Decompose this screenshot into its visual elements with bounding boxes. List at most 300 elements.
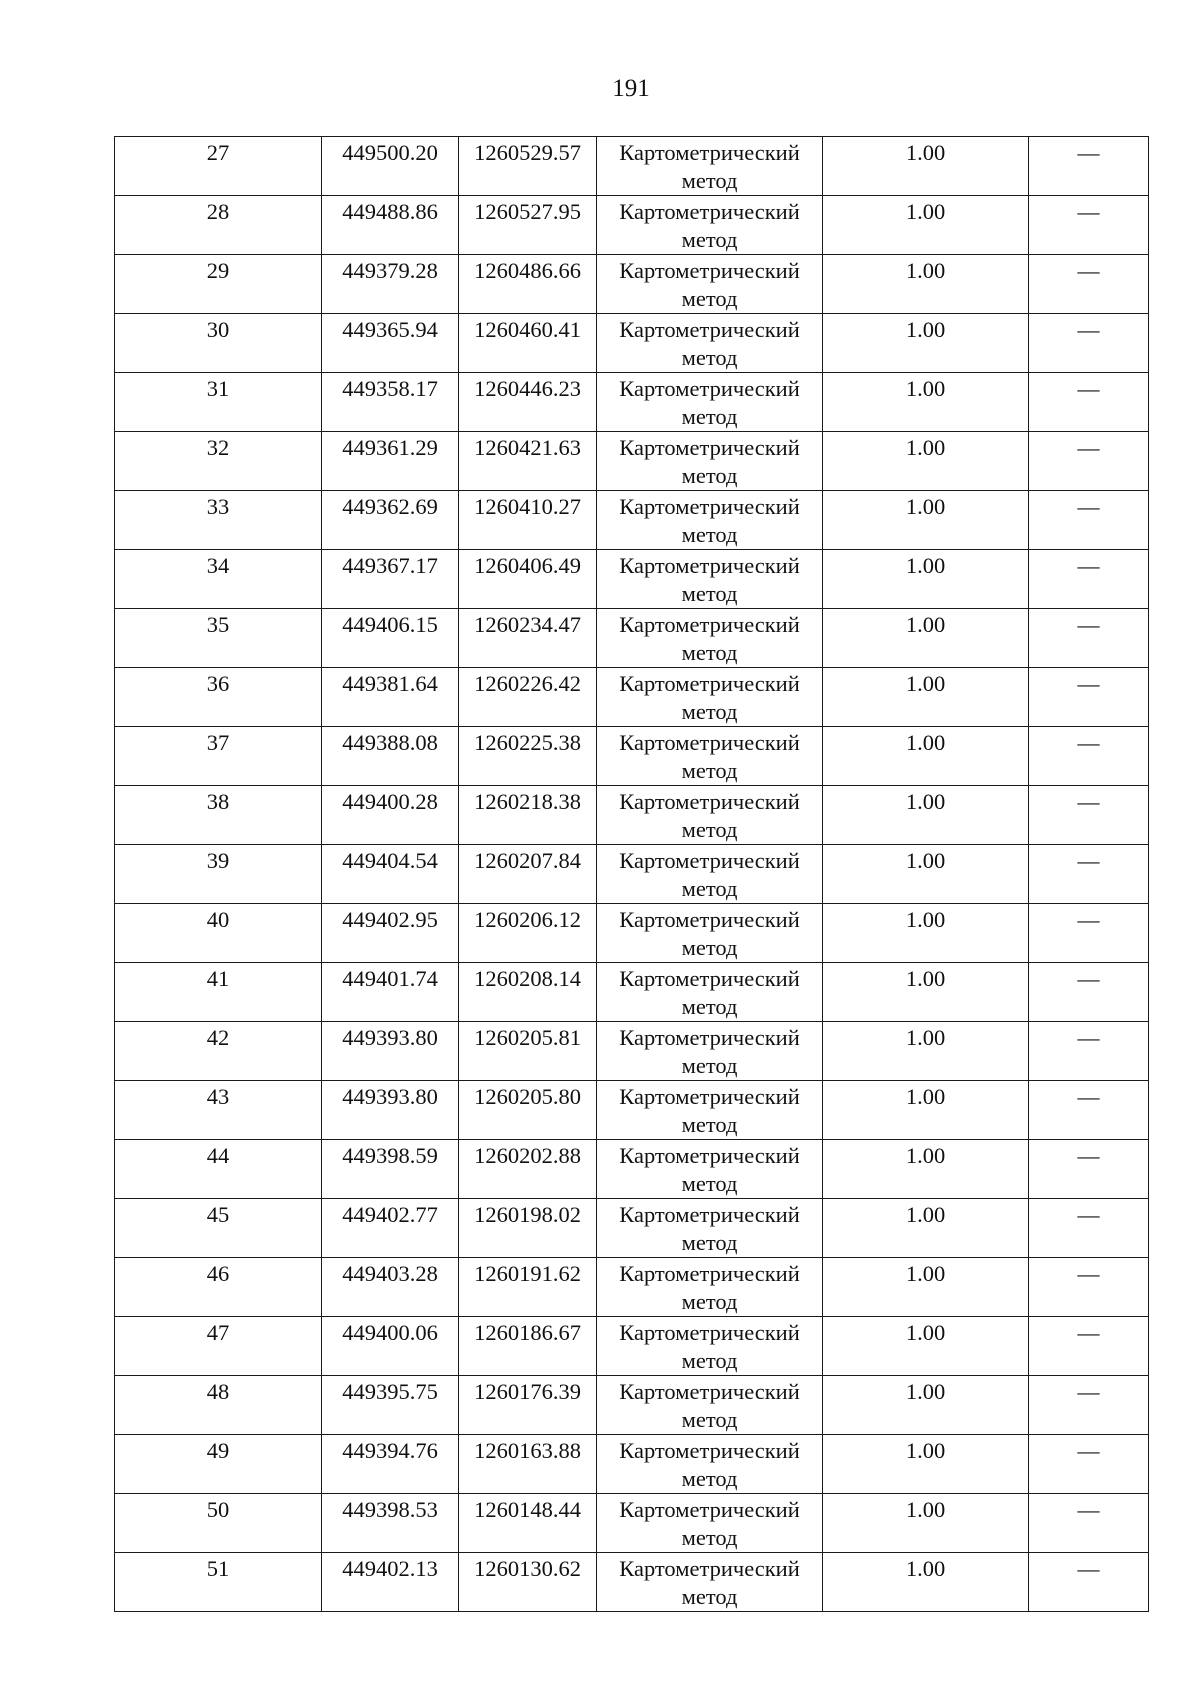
point-number-cell	[115, 1553, 322, 1612]
note-cell	[1029, 786, 1149, 845]
point-number-text: 27	[206, 140, 230, 165]
x-coordinate-cell	[322, 904, 459, 963]
y-coordinate-cell	[459, 1140, 597, 1199]
note-cell	[1029, 550, 1149, 609]
method-cell	[597, 668, 823, 727]
point-number-text: 48	[206, 1379, 230, 1404]
y-coordinate-cell	[459, 1553, 597, 1612]
y-coordinate-text: 1260446.23	[474, 376, 581, 401]
point-number-cell	[115, 727, 322, 786]
method-line-1: Картометрический	[619, 199, 800, 224]
y-coordinate-text: 1260186.67	[474, 1320, 581, 1345]
accuracy-text: 1.00	[905, 494, 946, 519]
method-line-2: метод	[681, 1466, 738, 1491]
accuracy-text: 1.00	[905, 1143, 946, 1168]
method-line-1: Картометрический	[619, 1379, 800, 1404]
x-coordinate-cell	[322, 1081, 459, 1140]
point-number-cell	[115, 845, 322, 904]
x-coordinate-cell	[322, 432, 459, 491]
method-line-2: метод	[681, 1112, 738, 1137]
y-coordinate-text: 1260206.12	[474, 907, 581, 932]
y-coordinate-text: 1260421.63	[474, 435, 581, 460]
method-line-1: Картометрический	[619, 553, 800, 578]
y-coordinate-text: 1260410.27	[474, 494, 581, 519]
x-coordinate-text: 449365.94	[342, 317, 438, 342]
y-coordinate-cell	[459, 1494, 597, 1553]
y-coordinate-text: 1260406.49	[474, 553, 581, 578]
note-text: —	[1077, 435, 1100, 460]
method-line-2: метод	[681, 522, 738, 547]
note-cell	[1029, 1199, 1149, 1258]
table-row	[115, 1199, 1149, 1258]
point-number-text: 47	[206, 1320, 230, 1345]
method-cell	[597, 727, 823, 786]
note-text: —	[1077, 730, 1100, 755]
method-line-1: Картометрический	[619, 1143, 800, 1168]
y-coordinate-text: 1260205.80	[474, 1084, 581, 1109]
point-number-text: 44	[206, 1143, 230, 1168]
accuracy-cell	[823, 904, 1029, 963]
x-coordinate-cell	[322, 786, 459, 845]
y-coordinate-text: 1260527.95	[474, 199, 581, 224]
y-coordinate-text: 1260234.47	[474, 612, 581, 637]
y-coordinate-cell	[459, 668, 597, 727]
point-number-cell	[115, 1376, 322, 1435]
y-coordinate-cell	[459, 1258, 597, 1317]
point-number-text: 43	[206, 1084, 230, 1109]
method-cell	[597, 1258, 823, 1317]
point-number-text: 46	[206, 1261, 230, 1286]
method-line-2: метод	[681, 640, 738, 665]
note-cell	[1029, 963, 1149, 1022]
accuracy-text: 1.00	[905, 376, 946, 401]
table-row	[115, 1258, 1149, 1317]
note-text: —	[1077, 907, 1100, 932]
accuracy-cell	[823, 373, 1029, 432]
accuracy-text: 1.00	[905, 140, 946, 165]
point-number-text: 45	[206, 1202, 230, 1227]
accuracy-cell	[823, 727, 1029, 786]
method-line-1: Картометрический	[619, 1438, 800, 1463]
table-row	[115, 609, 1149, 668]
x-coordinate-text: 449361.29	[342, 435, 438, 460]
method-cell	[597, 196, 823, 255]
page-number: 191	[612, 75, 650, 102]
method-line-2: метод	[681, 581, 738, 606]
method-line-2: метод	[681, 227, 738, 252]
y-coordinate-cell	[459, 314, 597, 373]
y-coordinate-text: 1260486.66	[474, 258, 581, 283]
x-coordinate-text: 449403.28	[342, 1261, 438, 1286]
accuracy-text: 1.00	[905, 1497, 946, 1522]
x-coordinate-cell	[322, 196, 459, 255]
x-coordinate-text: 449362.69	[342, 494, 438, 519]
y-coordinate-cell	[459, 373, 597, 432]
method-line-2: метод	[681, 1407, 738, 1432]
note-text: —	[1077, 1261, 1100, 1286]
x-coordinate-text: 449398.59	[342, 1143, 438, 1168]
method-line-1: Картометрический	[619, 1320, 800, 1345]
x-coordinate-text: 449402.95	[342, 907, 438, 932]
y-coordinate-text: 1260225.38	[474, 730, 581, 755]
y-coordinate-text: 1260163.88	[474, 1438, 581, 1463]
note-cell	[1029, 196, 1149, 255]
method-cell	[597, 1140, 823, 1199]
method-cell	[597, 1376, 823, 1435]
method-line-2: метод	[681, 1230, 738, 1255]
method-cell	[597, 1553, 823, 1612]
table-row	[115, 1081, 1149, 1140]
point-number-text: 38	[206, 789, 230, 814]
method-line-2: метод	[681, 1289, 738, 1314]
note-cell	[1029, 1376, 1149, 1435]
y-coordinate-cell	[459, 491, 597, 550]
y-coordinate-cell	[459, 845, 597, 904]
accuracy-text: 1.00	[905, 1202, 946, 1227]
method-cell	[597, 609, 823, 668]
table-row	[115, 196, 1149, 255]
note-text: —	[1077, 317, 1100, 342]
y-coordinate-cell	[459, 786, 597, 845]
method-line-1: Картометрический	[619, 848, 800, 873]
accuracy-cell	[823, 1081, 1029, 1140]
point-number-text: 31	[206, 376, 230, 401]
method-cell	[597, 904, 823, 963]
method-line-1: Картометрический	[619, 907, 800, 932]
y-coordinate-text: 1260460.41	[474, 317, 581, 342]
note-cell	[1029, 432, 1149, 491]
method-line-2: метод	[681, 286, 738, 311]
x-coordinate-text: 449402.77	[342, 1202, 438, 1227]
accuracy-cell	[823, 1199, 1029, 1258]
point-number-text: 36	[206, 671, 230, 696]
x-coordinate-cell	[322, 1140, 459, 1199]
table-row	[115, 845, 1149, 904]
x-coordinate-text: 449388.08	[342, 730, 438, 755]
accuracy-text: 1.00	[905, 730, 946, 755]
y-coordinate-text: 1260218.38	[474, 789, 581, 814]
method-line-2: метод	[681, 1525, 738, 1550]
method-line-2: метод	[681, 1171, 738, 1196]
note-cell	[1029, 1553, 1149, 1612]
method-line-2: метод	[681, 1053, 738, 1078]
method-line-1: Картометрический	[619, 966, 800, 991]
x-coordinate-cell	[322, 668, 459, 727]
point-number-cell	[115, 314, 322, 373]
accuracy-cell	[823, 1317, 1029, 1376]
point-number-cell	[115, 1494, 322, 1553]
note-cell	[1029, 1022, 1149, 1081]
method-cell	[597, 491, 823, 550]
accuracy-text: 1.00	[905, 1556, 946, 1581]
x-coordinate-cell	[322, 1553, 459, 1612]
method-line-2: метод	[681, 404, 738, 429]
note-text: —	[1077, 789, 1100, 814]
table-row	[115, 1435, 1149, 1494]
note-cell	[1029, 255, 1149, 314]
point-number-cell	[115, 1258, 322, 1317]
note-text: —	[1077, 1143, 1100, 1168]
x-coordinate-cell	[322, 845, 459, 904]
accuracy-cell	[823, 1140, 1029, 1199]
accuracy-text: 1.00	[905, 1084, 946, 1109]
point-number-text: 49	[206, 1438, 230, 1463]
method-cell	[597, 550, 823, 609]
accuracy-cell	[823, 255, 1029, 314]
table-row	[115, 668, 1149, 727]
method-line-2: метод	[681, 876, 738, 901]
x-coordinate-cell	[322, 963, 459, 1022]
accuracy-text: 1.00	[905, 199, 946, 224]
method-cell	[597, 1494, 823, 1553]
accuracy-cell	[823, 196, 1029, 255]
method-line-1: Картометрический	[619, 1497, 800, 1522]
x-coordinate-cell	[322, 1022, 459, 1081]
x-coordinate-text: 449500.20	[342, 140, 438, 165]
method-line-2: метод	[681, 1584, 738, 1609]
x-coordinate-cell	[322, 491, 459, 550]
note-cell	[1029, 314, 1149, 373]
note-text: —	[1077, 848, 1100, 873]
x-coordinate-cell	[322, 255, 459, 314]
table-row	[115, 137, 1149, 196]
method-cell	[597, 1022, 823, 1081]
y-coordinate-text: 1260130.62	[474, 1556, 581, 1581]
point-number-cell	[115, 609, 322, 668]
method-cell	[597, 1317, 823, 1376]
method-cell	[597, 373, 823, 432]
accuracy-cell	[823, 550, 1029, 609]
note-cell	[1029, 373, 1149, 432]
note-text: —	[1077, 1202, 1100, 1227]
point-number-text: 32	[206, 435, 230, 460]
y-coordinate-cell	[459, 1376, 597, 1435]
y-coordinate-cell	[459, 196, 597, 255]
table-row	[115, 1317, 1149, 1376]
y-coordinate-cell	[459, 1317, 597, 1376]
method-line-1: Картометрический	[619, 671, 800, 696]
table-row	[115, 786, 1149, 845]
accuracy-cell	[823, 609, 1029, 668]
y-coordinate-text: 1260208.14	[474, 966, 581, 991]
method-line-1: Картометрический	[619, 258, 800, 283]
x-coordinate-cell	[322, 314, 459, 373]
x-coordinate-text: 449398.53	[342, 1497, 438, 1522]
x-coordinate-cell	[322, 1376, 459, 1435]
note-text: —	[1077, 494, 1100, 519]
accuracy-cell	[823, 1376, 1029, 1435]
note-cell	[1029, 137, 1149, 196]
table-row	[115, 1022, 1149, 1081]
note-text: —	[1077, 1438, 1100, 1463]
point-number-text: 34	[206, 553, 230, 578]
note-cell	[1029, 491, 1149, 550]
y-coordinate-text: 1260205.81	[474, 1025, 581, 1050]
y-coordinate-cell	[459, 550, 597, 609]
point-number-cell	[115, 196, 322, 255]
table-row	[115, 373, 1149, 432]
x-coordinate-text: 449400.28	[342, 789, 438, 814]
method-line-1: Картометрический	[619, 1084, 800, 1109]
y-coordinate-cell	[459, 1081, 597, 1140]
point-number-cell	[115, 668, 322, 727]
accuracy-cell	[823, 786, 1029, 845]
method-line-2: метод	[681, 817, 738, 842]
note-text: —	[1077, 612, 1100, 637]
point-number-cell	[115, 550, 322, 609]
point-number-cell	[115, 373, 322, 432]
method-line-2: метод	[681, 345, 738, 370]
x-coordinate-cell	[322, 1494, 459, 1553]
note-cell	[1029, 727, 1149, 786]
y-coordinate-cell	[459, 609, 597, 668]
accuracy-text: 1.00	[905, 1320, 946, 1345]
method-line-1: Картометрический	[619, 730, 800, 755]
x-coordinate-text: 449358.17	[342, 376, 438, 401]
x-coordinate-text: 449401.74	[342, 966, 438, 991]
method-line-2: метод	[681, 463, 738, 488]
x-coordinate-cell	[322, 1317, 459, 1376]
accuracy-text: 1.00	[905, 612, 946, 637]
method-line-2: метод	[681, 758, 738, 783]
method-cell	[597, 1435, 823, 1494]
method-cell	[597, 1199, 823, 1258]
accuracy-cell	[823, 1435, 1029, 1494]
point-number-cell	[115, 1199, 322, 1258]
point-number-cell	[115, 1435, 322, 1494]
x-coordinate-cell	[322, 1199, 459, 1258]
accuracy-cell	[823, 1494, 1029, 1553]
method-line-1: Картометрический	[619, 140, 800, 165]
x-coordinate-text: 449394.76	[342, 1438, 438, 1463]
table-row	[115, 904, 1149, 963]
point-number-cell	[115, 1317, 322, 1376]
accuracy-cell	[823, 845, 1029, 904]
x-coordinate-text: 449404.54	[342, 848, 438, 873]
point-number-text: 41	[206, 966, 230, 991]
x-coordinate-cell	[322, 1435, 459, 1494]
accuracy-cell	[823, 668, 1029, 727]
x-coordinate-cell	[322, 550, 459, 609]
note-cell	[1029, 1140, 1149, 1199]
point-number-cell	[115, 963, 322, 1022]
note-text: —	[1077, 1497, 1100, 1522]
point-number-cell	[115, 491, 322, 550]
accuracy-cell	[823, 963, 1029, 1022]
x-coordinate-text: 449367.17	[342, 553, 438, 578]
point-number-cell	[115, 1140, 322, 1199]
x-coordinate-text: 449393.80	[342, 1084, 438, 1109]
accuracy-text: 1.00	[905, 435, 946, 460]
y-coordinate-cell	[459, 255, 597, 314]
x-coordinate-text: 449393.80	[342, 1025, 438, 1050]
note-text: —	[1077, 199, 1100, 224]
note-cell	[1029, 668, 1149, 727]
accuracy-cell	[823, 1553, 1029, 1612]
point-number-cell	[115, 137, 322, 196]
point-number-text: 50	[206, 1497, 230, 1522]
note-text: —	[1077, 1320, 1100, 1345]
accuracy-text: 1.00	[905, 907, 946, 932]
y-coordinate-cell	[459, 1199, 597, 1258]
note-cell	[1029, 1317, 1149, 1376]
coordinates-table-body	[115, 137, 1149, 1612]
x-coordinate-text: 449402.13	[342, 1556, 438, 1581]
y-coordinate-cell	[459, 1022, 597, 1081]
table-row	[115, 1376, 1149, 1435]
point-number-cell	[115, 1022, 322, 1081]
table-row	[115, 255, 1149, 314]
point-number-text: 37	[206, 730, 230, 755]
accuracy-cell	[823, 491, 1029, 550]
accuracy-text: 1.00	[905, 1025, 946, 1050]
method-cell	[597, 314, 823, 373]
method-line-1: Картометрический	[619, 494, 800, 519]
method-cell	[597, 255, 823, 314]
method-line-1: Картометрический	[619, 376, 800, 401]
accuracy-cell	[823, 432, 1029, 491]
accuracy-text: 1.00	[905, 671, 946, 696]
method-cell	[597, 786, 823, 845]
note-cell	[1029, 845, 1149, 904]
x-coordinate-text: 449395.75	[342, 1379, 438, 1404]
method-line-1: Картометрический	[619, 789, 800, 814]
method-cell	[597, 1081, 823, 1140]
x-coordinate-cell	[322, 609, 459, 668]
accuracy-cell	[823, 137, 1029, 196]
x-coordinate-text: 449400.06	[342, 1320, 438, 1345]
y-coordinate-text: 1260198.02	[474, 1202, 581, 1227]
x-coordinate-text: 449406.15	[342, 612, 438, 637]
accuracy-text: 1.00	[905, 966, 946, 991]
note-text: —	[1077, 376, 1100, 401]
x-coordinate-text: 449379.28	[342, 258, 438, 283]
table-row	[115, 963, 1149, 1022]
point-number-cell	[115, 1081, 322, 1140]
method-line-2: метод	[681, 699, 738, 724]
note-text: —	[1077, 140, 1100, 165]
accuracy-cell	[823, 314, 1029, 373]
point-number-text: 30	[206, 317, 230, 342]
method-line-1: Картометрический	[619, 1556, 800, 1581]
point-number-cell	[115, 904, 322, 963]
table-row	[115, 1553, 1149, 1612]
method-line-1: Картометрический	[619, 1202, 800, 1227]
y-coordinate-text: 1260529.57	[474, 140, 581, 165]
accuracy-text: 1.00	[905, 317, 946, 342]
accuracy-text: 1.00	[905, 848, 946, 873]
note-cell	[1029, 609, 1149, 668]
y-coordinate-cell	[459, 137, 597, 196]
x-coordinate-cell	[322, 727, 459, 786]
note-text: —	[1077, 1084, 1100, 1109]
coordinates-table	[114, 136, 1149, 1612]
accuracy-cell	[823, 1022, 1029, 1081]
method-line-2: метод	[681, 994, 738, 1019]
method-line-1: Картометрический	[619, 612, 800, 637]
note-text: —	[1077, 966, 1100, 991]
y-coordinate-text: 1260207.84	[474, 848, 581, 873]
x-coordinate-text: 449381.64	[342, 671, 438, 696]
x-coordinate-cell	[322, 373, 459, 432]
method-cell	[597, 963, 823, 1022]
point-number-text: 42	[206, 1025, 230, 1050]
method-cell	[597, 845, 823, 904]
method-line-1: Картометрический	[619, 435, 800, 460]
accuracy-text: 1.00	[905, 1379, 946, 1404]
note-text: —	[1077, 258, 1100, 283]
y-coordinate-cell	[459, 727, 597, 786]
